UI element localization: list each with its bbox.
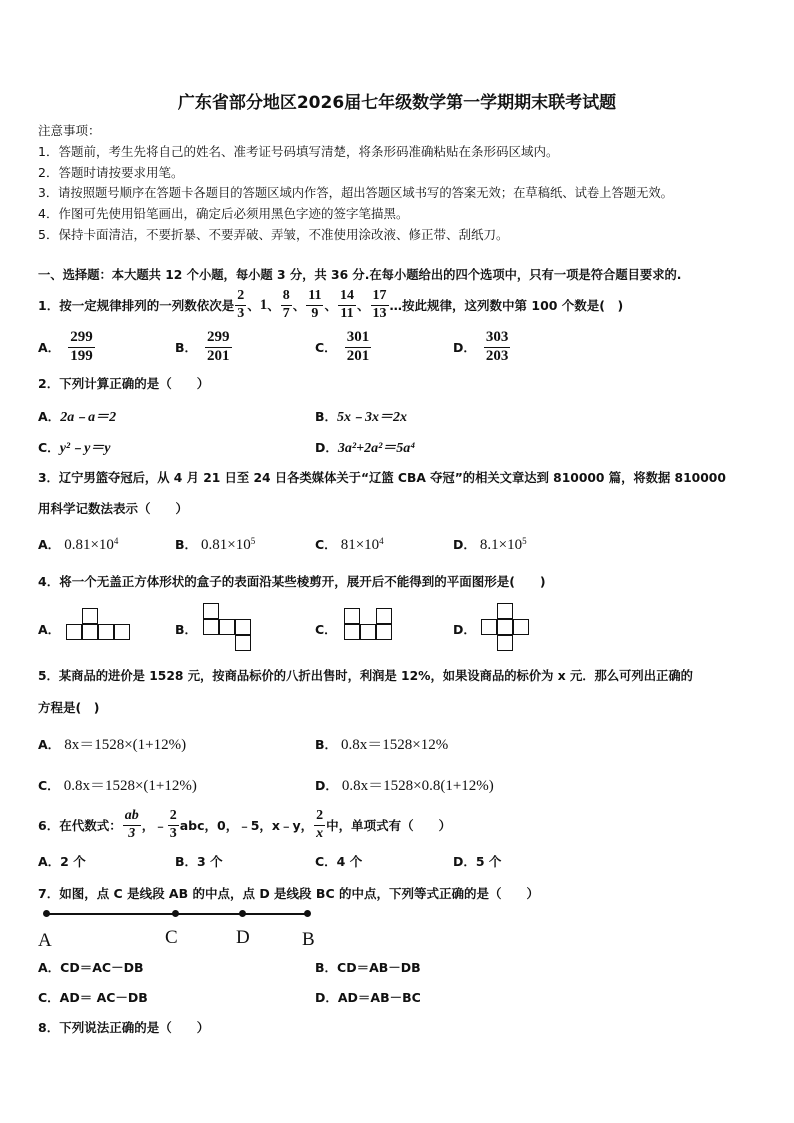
q2-stem: 2．下列计算正确的是（ ） (38, 376, 210, 391)
q1-term-6: $\frac{17}{13}$ (372, 288, 387, 321)
notice-item: 4．作图可先使用铅笔画出，确定后必须用黑色字迹的签字笔描黑。 (38, 206, 409, 221)
q1-suffix: …按此规律，这列数中第 100 个数是( ) (389, 298, 624, 313)
q6-frac-2: $\frac{2}{3}$ (169, 808, 177, 841)
q5-option-c: C． 0.8x＝1528×(1+12%) (38, 778, 197, 794)
q5-option-a: A． 8x＝1528×(1+12%) (38, 737, 187, 753)
q1-option-b: B． $\frac{299}{201}$ (175, 329, 230, 364)
q6-option-c: C．4 个 (315, 854, 363, 869)
point-c-label: C (165, 927, 178, 948)
q1-prefix: 1．按一定规律排列的一列数依次是 (38, 298, 235, 313)
q8-stem: 8．下列说法正确的是（ ） (38, 1020, 210, 1035)
point-a-label: A (38, 930, 52, 951)
q7-stem: 7．如图，点 C 是线段 AB 的中点，点 D 是线段 BC 的中点，下列等式正确的是（ ） (38, 886, 539, 901)
point-d-dot (239, 910, 246, 917)
question-6: 6．在代数式： $\frac{ab}{3}$ ，﹣ $\frac{2}{3}$ abc，0，﹣5，x﹣y， $\frac{2}{x}$ 中，单项式有（ ） (38, 808, 452, 841)
point-d-label: D (236, 927, 250, 948)
q5-line-1: 5．某商品的进价是 1528 元，按商品标价的八折出售时，利润是 12%，如果设商品的标价为 x 元．那么可列出正确的 (38, 669, 693, 683)
q4-option-a-label: A． (38, 622, 61, 637)
q4-stem: 4．将一个无盖正方体形状的盒子的表面沿某些棱剪开，展开后不能得到的平面图形是( ) (38, 574, 546, 589)
q6-option-d: D．5 个 (453, 854, 502, 869)
q3-option-b: B． $0.81\times 10^5$ (175, 535, 256, 553)
q2-option-d: D．3a²+2a²＝5a⁴ (315, 440, 416, 456)
q3-option-d: D． $8.1\times 10^5$ (453, 535, 527, 553)
question-1: 1．按一定规律排列的一列数依次是 $\frac{2}{3}$ 、 1 、 $\frac{8}{7}$ 、 $\frac{11}{9}$ 、 $\frac{14}{11}$ 、 $\frac{17}{13}$ …按此规律，这列数中第 100 个数是( ) (38, 288, 624, 321)
q6-option-b: B．3 个 (175, 854, 223, 869)
point-b-label: B (302, 929, 315, 950)
q1-term-2: 1 (259, 296, 268, 313)
point-b-dot (304, 910, 311, 917)
q7-option-b: B．CD＝AB－DB (315, 960, 421, 975)
q3-line-1: 3．辽宁男篮夺冠后，从 4 月 21 日至 24 日各类媒体关于“辽篮 CBA 夺冠”的相关文章达到 810000 篇，将数据 810000 (38, 471, 726, 485)
notice-item: 3．请按照题号顺序在答题卡各题目的答题区域内作答，超出答题区域书写的答案无效；在草稿纸、试卷上答题无效。 (38, 186, 673, 200)
q2-option-c: C．y²﹣y＝y (38, 440, 111, 456)
q7-option-d: D．AD＝AB－BC (315, 990, 421, 1005)
q5-line-2: 方程是( ) (38, 700, 100, 715)
q1-term-3: $\frac{8}{7}$ (282, 288, 290, 321)
q5-option-d: D． 0.8x＝1528×0.8(1+12%) (315, 778, 494, 794)
q5-option-b: B． 0.8x＝1528×12% (315, 737, 449, 753)
q1-option-d: D． $\frac{303}{203}$ (453, 329, 509, 364)
q4-option-b-label: B． (175, 622, 198, 637)
q3-line-2: 用科学记数法表示（ ） (38, 501, 189, 516)
point-c-dot (172, 910, 179, 917)
q3-option-c: C． $81\times 10^4$ (315, 535, 384, 553)
q7-option-a: A．CD＝AC－DB (38, 960, 144, 975)
q6-frac-3: $\frac{2}{x}$ (316, 808, 324, 841)
notice-item: 1．答题前，考生先将自己的姓名、准考证号码填写清楚，将条形码准确粘贴在条形码区域内。 (38, 144, 559, 159)
q1-term-4: $\frac{11}{9}$ (308, 288, 322, 321)
page-title: 广东省部分地区2026届七年级数学第一学期期末联考试题 (177, 93, 617, 113)
q4-option-c-label: C． (315, 622, 337, 637)
q6-frac-1: $\frac{ab}{3}$ (124, 808, 139, 841)
q6-option-a: A．2 个 (38, 854, 86, 869)
notice-item: 5．保持卡面清洁，不要折暴、不要弄破、弄皱，不准使用涂改液、修正带、刮纸刀。 (38, 227, 509, 242)
notice-heading: 注意事项： (38, 123, 101, 138)
q4-option-d-label: D． (453, 622, 476, 637)
q1-option-a: A． $\frac{299}{199}$ (38, 329, 93, 364)
q1-term-1: $\frac{2}{3}$ (237, 288, 245, 321)
q2-option-a: A．2a﹣a＝2 (38, 409, 117, 425)
section-heading: 一、选择题：本大题共 12 个小题，每小题 3 分，共 36 分.在每小题给出的四个选项中，只有一项是符合题目要求的. (38, 268, 682, 282)
q7-option-c: C．AD＝ AC－DB (38, 990, 148, 1005)
point-a-dot (43, 910, 50, 917)
q3-option-a: A． $0.81\times 10^4$ (38, 535, 119, 553)
notice-item: 2．答题时请按要求用笔。 (38, 165, 184, 180)
q1-option-c: C． $\frac{301}{201}$ (315, 329, 370, 364)
q2-option-b: B．5x﹣3x＝2x (315, 409, 408, 425)
q1-term-5: $\frac{14}{11}$ (340, 288, 354, 321)
